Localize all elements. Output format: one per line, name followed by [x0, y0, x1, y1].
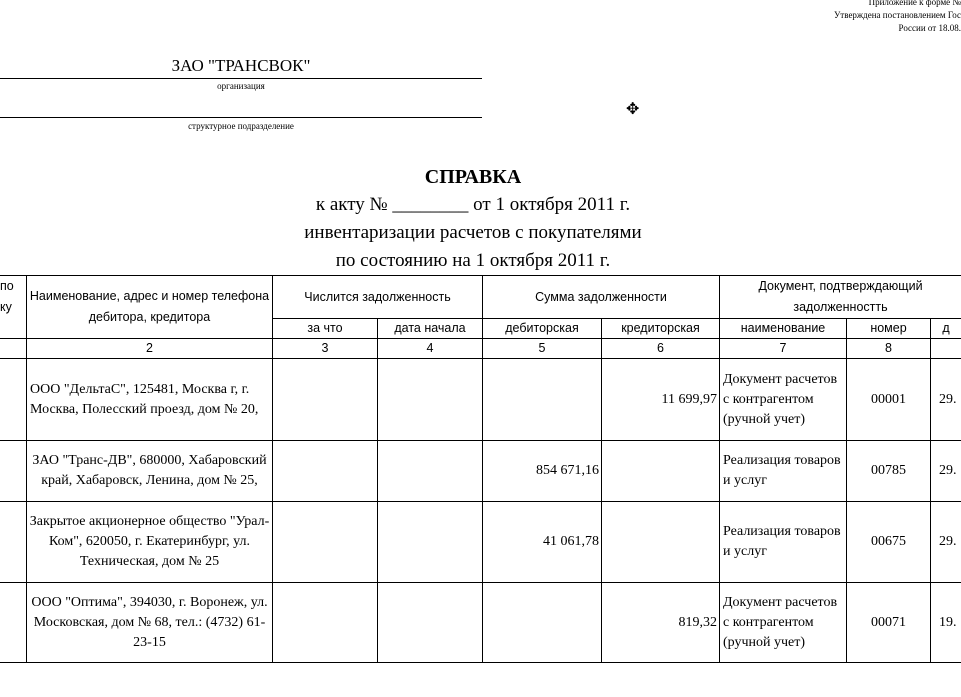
table-row-4-doc-date: 19.: [939, 614, 957, 630]
approval-line-2: Утверждена постановлением Гос: [833, 10, 961, 20]
approval-line-1: Приложение к форме №: [868, 0, 961, 7]
table-row-3-doc-name: Реализация товаров и услуг: [723, 524, 841, 559]
table-row-4-doc-name: Документ расчетов с контрагентом (ручной учет): [723, 594, 838, 650]
col-number-4: 4: [426, 341, 434, 355]
form-approval-note: [761, 0, 961, 35]
table-row-4-doc-number: 00071: [871, 614, 906, 630]
table-row-4-credit: 819,32: [678, 614, 717, 630]
header-col-index: по ку: [0, 279, 14, 314]
header-doc-date: д: [942, 321, 950, 335]
table-row-2-doc-date: 29.: [939, 463, 957, 478]
col-number-5: 5: [538, 341, 546, 355]
table-row-1-doc-name: Документ расчетов с контрагентом (ручной учет): [723, 371, 838, 427]
table-row-4-debtor: ООО "Оптима", 394030, г. Воронеж, ул. Московская, дом № 68, тел.: (4732) 61-23-15: [31, 594, 268, 650]
table-row-2-doc-number: 00785: [871, 463, 906, 478]
inventory-subject: инвентаризации расчетов с покупателями: [304, 222, 642, 243]
organization-caption: организация: [217, 81, 265, 91]
table-row-1-debit: [483, 359, 601, 440]
col-number-6: 6: [657, 341, 664, 355]
table-row-1-doc-number: 00001: [871, 391, 906, 407]
header-debt-sum: Сумма задолженности: [535, 289, 667, 304]
document-title: СПРАВКА: [424, 166, 522, 188]
table-row-3-debtor: Закрытое акционерное общество "Урал-Ком", 620050, г. Екатеринбург, ул. Техническая, дом № 25: [29, 514, 270, 569]
move-cursor-icon: ✥: [626, 99, 640, 118]
table-row-2-credit: [602, 441, 719, 501]
subdivision-underline: [0, 117, 482, 118]
table-row-1-debtor: ООО "ДельтаС", 125481, Москва г, г. Москва, Полесский проезд, дом № 20,: [30, 381, 259, 417]
table-row-3-doc-date: 29.: [939, 534, 957, 549]
as-of-date: по состоянию на 1 октября 2011 г.: [335, 250, 611, 271]
table-row-4-debit: [483, 583, 601, 662]
subdivision-caption: структурное подразделение: [188, 121, 294, 131]
table-row-2-doc-name: Реализация товаров и услуг: [723, 453, 841, 488]
table-row-2-debtor: ЗАО "Транс-ДВ", 680000, Хабаровский край, Хабаровск, Ленина, дом № 25,: [32, 453, 267, 488]
table-row-3-debit: 41 061,78: [543, 534, 599, 549]
col-number-7: 7: [779, 341, 787, 355]
approval-line-3: России от 18.08.: [898, 23, 961, 33]
header-credit: кредиторская: [621, 321, 700, 335]
header-doc-number: номер: [870, 321, 907, 335]
table-row-2-debit: 854 671,16: [536, 463, 599, 478]
header-debt-for: за что: [307, 321, 343, 335]
col-number-3: 3: [321, 341, 329, 355]
table-row-3-credit: [602, 502, 719, 582]
act-reference: к акту № ________ от 1 октября 2011 г.: [315, 194, 631, 215]
table-row-1-doc-date: 29.: [939, 391, 957, 407]
header-debit: дебиторская: [505, 321, 579, 335]
col-number-8: 8: [885, 341, 892, 355]
header-debtor-name: Наименование, адрес и номер телефона дебитора, кредитора: [29, 289, 270, 324]
header-debt-start: дата начала: [394, 321, 466, 335]
organization-underline: [0, 78, 482, 79]
organization-name: ЗАО "ТРАНСВОК": [171, 56, 311, 75]
header-debt-listed: Числится задолженность: [304, 289, 451, 304]
col-number-2: 2: [146, 341, 153, 355]
header-document-group: Документ, подтверждающий задолженностть: [758, 279, 923, 314]
table-row-3-doc-number: 00675: [871, 534, 906, 549]
table-row-1-credit: 11 699,97: [661, 391, 717, 407]
header-doc-name: наименование: [740, 321, 826, 335]
